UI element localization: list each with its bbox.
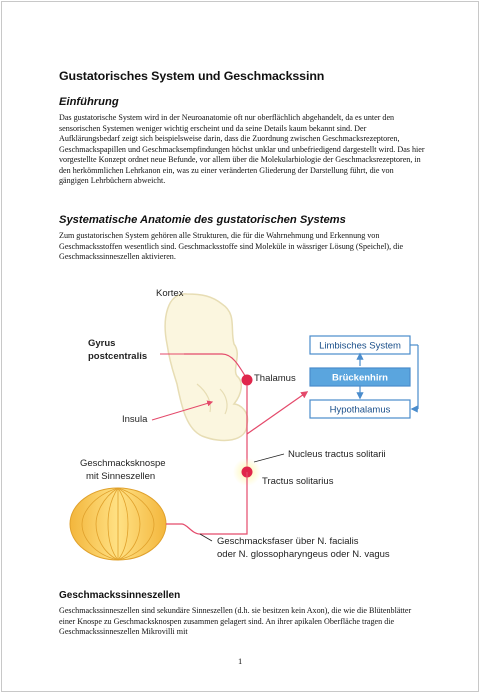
label-thalamus: Thalamus [254, 373, 296, 384]
page-title: Gustatorisches System und Geschmackssinn [59, 69, 325, 83]
section-heading-sinneszellen: Geschmackssinneszellen [59, 590, 181, 601]
label-knospe-1: Geschmacksknospe [80, 458, 166, 469]
label-gyrus-2: postcentralis [88, 351, 148, 362]
section-text-anatomie: Zum gustatorischen System gehören alle Strukturen, die für die Wahrnehmung und Erkennung von Geschmacksstoffen wesentlich sind. Geschmacksstoffe sind Moleküle in wässriger Lösung (Speichel), die Geschmackssinneszellen aktivieren. [59, 231, 404, 261]
label-limbisches: Limbisches System [319, 340, 401, 352]
label-tractus: Tractus solitarius [262, 476, 334, 487]
label-kortex: Kortex [156, 288, 184, 299]
section-heading-anatomie: Systematische Anatomie des gustatorischen Systems [59, 214, 346, 226]
thalamus-dot [242, 375, 253, 386]
label-hypothalamus: Hypothalamus [329, 404, 391, 416]
label-faser-1: Geschmacksfaser über N. facialis [217, 536, 359, 547]
page-number: 1 [238, 656, 243, 666]
section-text-sinneszellen: Geschmackssinneszellen sind sekundäre Sinneszellen (d.h. sie besitzen kein Axon), die wie die Blütenblätter einer Knospe zu Geschmacksknospen zusammen gelagert sind. An ihrer apikalen Oberfläche tragen die Geschmackssinneszellen Mikrovilli mit [59, 606, 412, 636]
label-brueckenhirn: Brückenhirn [332, 372, 388, 384]
label-knospe-2: mit Sinneszellen [86, 471, 156, 482]
paper-page [1, 1, 479, 692]
taste-bud-shape [70, 488, 166, 560]
label-faser-2: oder N. glossopharyngeus oder N. vagus [217, 549, 390, 560]
label-nucleus: Nucleus tractus solitarii [288, 449, 386, 460]
pathway-diagram [62, 274, 422, 574]
section-text-einfuehrung: Das gustatorische System wird in der Neuroanatomie oft nur oberflächlich abgehandelt, da es unter den sensorischen Systemen weniger wichtig erscheint und da seine Details kaum bekannt sind. Der Aufklärungsbedarf zeigt sich beispielsweise darin, dass die Zuordnung zwischen Geschmacksrezeptoren, Geschmackspapillen und Geschmacksempfindungen höchst unklar und unbefriedigend dargestellt wird. Das hier vorgestellte Konzept ordnet neue Befunde, vor allem über die Molekularbiologie der Geschmacksrezeptoren, in den herkömmlichen Lehrkanon ein, was zu einer veränderten Gliederung der Darstellung führt, die von gängigen Lehrbüchern abweicht. [59, 113, 425, 185]
label-gyrus-1: Gyrus [88, 338, 116, 349]
gustatory-pathway-figure [62, 274, 422, 574]
cortex-shape [165, 294, 247, 441]
section-heading-einfuehrung: Einführung [59, 96, 119, 108]
label-insula: Insula [122, 414, 148, 425]
